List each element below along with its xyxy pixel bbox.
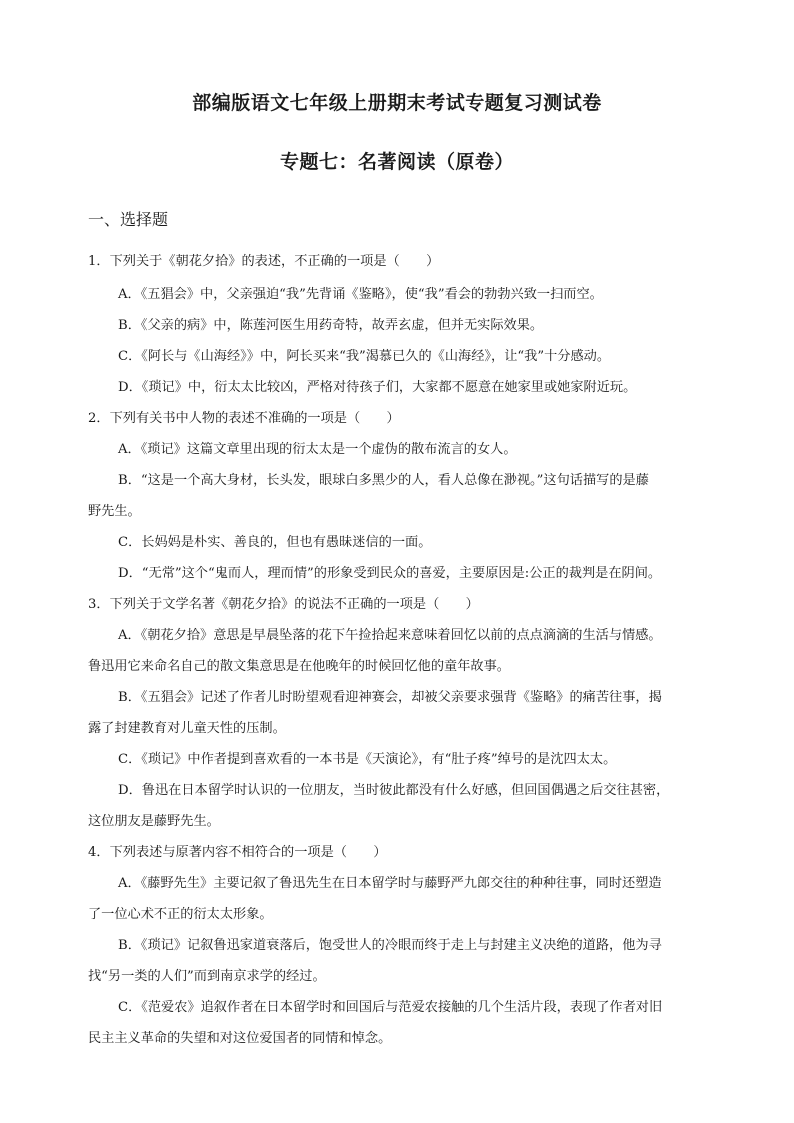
answer-option: D．鲁迅在日本留学时认识的一位朋友，当时彼此都没有什么好感，但回国偶遇之后交往甚密，	[118, 783, 670, 798]
text-continuation: 找“另一类的人们”而到南京求学的经过。	[88, 969, 326, 984]
text-continuation: 露了封建教育对儿童天性的压制。	[88, 721, 286, 736]
text-continuation: 了一位心术不正的衍太太形象。	[88, 907, 273, 922]
answer-option: C．《阿长与《山海经》》中，阿长买来“我”渴慕已久的《山海经》，让“我”十分感动。	[118, 349, 611, 364]
answer-option: B．“这是一个高大身材，长头发，眼球白多黑少的人，看人总像在渺视。”这句话描写的是藤	[118, 473, 649, 488]
answer-option: A．《琐记》这篇文章里出现的衍太太是一个虚伪的散布流言的女人。	[118, 442, 517, 457]
answer-option: D．《琐记》中，衍太太比较凶，严格对待孩子们，大家都不愿意在她家里或她家附近玩。	[118, 380, 637, 395]
answer-option: C．长妈妈是朴实、善良的，但也有愚昧迷信的一面。	[118, 535, 432, 550]
section-heading: 一、选择题	[88, 210, 169, 229]
question-stem: 1．下列关于《朝花夕拾》的表述，不正确的一项是（ ）	[88, 254, 440, 269]
text-continuation: 鲁迅用它来命名自己的散文集意思是在他晚年的时候回忆他的童年故事。	[88, 659, 510, 674]
question-stem: 4．下列表述与原著内容不相符合的一项是（ ）	[88, 845, 387, 860]
question-stem: 2．下列有关书中人物的表述不准确的一项是（ ）	[88, 411, 400, 426]
answer-option: A．《五猖会》中，父亲强迫“我”先背诵《鉴略》，使“我”看会的勃勃兴致一扫而空。	[118, 287, 603, 302]
answer-option: B．《父亲的病》中，陈莲河医生用药奇特，故弄玄虚，但并无实际效果。	[118, 318, 544, 333]
text-continuation: 民主主义革命的失望和对这位爱国者的同情和悼念。	[88, 1031, 392, 1046]
answer-option: A．《藤野先生》主要记叙了鲁迅先生在日本留学时与藤野严九郎交往的种种往事，同时还塑造	[118, 876, 662, 891]
answer-option: D．“无常”这个“鬼而人，理而情”的形象受到民众的喜爱，主要原因是:公正的裁判是在阴间。	[118, 566, 662, 581]
answer-option: B．《琐记》记叙鲁迅家道衰落后，饱受世人的冷眼而终于走上与封建主义决绝的道路，他为寻	[118, 938, 662, 953]
answer-option: C．《范爱农》追叙作者在日本留学时和回国后与范爱农接触的几个生活片段，表现了作者对旧	[118, 1000, 663, 1015]
question-stem: 3．下列关于文学名著《朝花夕拾》的说法不正确的一项是（ ）	[88, 597, 479, 612]
document-title: 部编版语文七年级上册期末考试专题复习测试卷	[192, 92, 602, 114]
answer-option: C．《琐记》中作者提到喜欢看的一本书是《天演论》，有“肚子疼”绰号的是沈四太太。	[118, 752, 617, 767]
document-subtitle: 专题七：名著阅读（原卷）	[279, 151, 514, 173]
text-continuation: 这位朋友是藤野先生。	[88, 814, 220, 829]
text-continuation: 野先生。	[88, 504, 141, 519]
answer-option: B．《五猖会》记述了作者儿时盼望观看迎神赛会，却被父亲要求强背《鉴略》的痛苦往事，揭	[118, 690, 662, 705]
answer-option: A．《朝花夕拾》意思是早晨坠落的花下午捡拾起来意味着回忆以前的点点滴滴的生活与情感。	[118, 628, 662, 643]
